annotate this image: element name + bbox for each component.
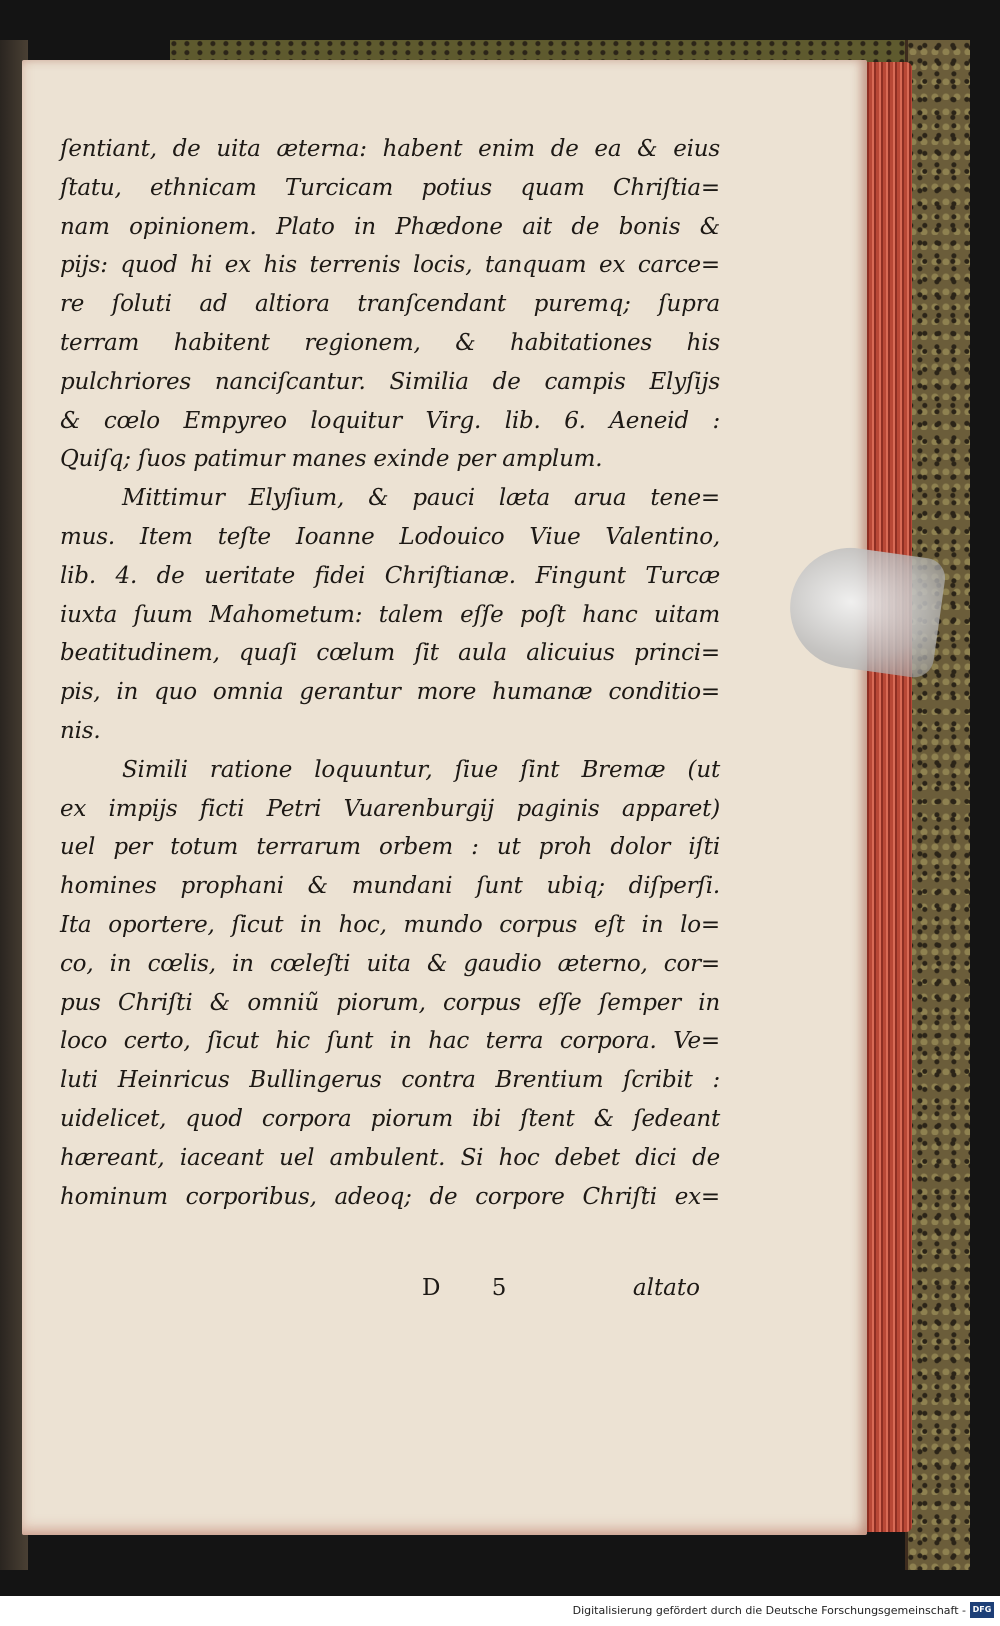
page-footer [60,1275,700,1315]
signature-mark: D 5 [422,1275,529,1301]
page-text [60,130,720,1216]
funding-credit: Digitalisierung gefördert durch die Deutsche Forschungsgemeinschaft - [572,1604,966,1617]
page-edges [862,62,912,1532]
text-line: Simili ratione loquuntur, ſiue ſint Bremæ (ut [122,756,720,783]
text-line: Quiſq; ſuos patimur manes exinde per amplum. [60,446,603,473]
credit-bar [0,1596,1000,1626]
text-line: pis, in quo omnia gerantur more humanæ conditio= [60,679,720,706]
text-line: ſentiant, de uita æterna: habent enim de ea & eius [60,136,720,162]
text-line: loco certo, ſicut hic ſunt in hac terra corpora. Ve= [60,1028,720,1055]
text-line: nam opinionem. Plato in Phædone ait de bonis & [60,213,720,240]
text-line: luti Heinricus Bullingerus contra Brentium ſcribit : [60,1067,720,1094]
text-line: uel per totum terrarum orbem : ut proh dolor iſti [60,834,720,861]
text-line: & cœlo Empyreo loquitur Virg. lib. 6. Aeneid : [60,407,720,434]
text-line: pulchriores nanciſcantur. Similia de campis Elyſijs [60,368,720,395]
text-line: lib. 4. de ueritate fidei Chriſtianæ. Fingunt Turcæ [60,562,720,589]
text-line: beatitudinem, quaſi cœlum ſit aula alicuius princi= [60,640,720,667]
text-line: terram habitent regionem, & habitationes his [60,329,720,356]
text-line: Mittimur Elyſium, & pauci læta arua tene= [122,485,720,512]
catchword: altato [632,1275,700,1301]
text-line: hominum corporibus, adeoq; de corpore Chriſti ex= [60,1183,720,1210]
text-line: re ſoluti ad altiora tranſcendant puremq; ſupra [60,291,720,318]
text-line: iuxta ſuum Mahometum: talem eſſe poſt hanc uitam [60,601,720,628]
text-line: co, in cœlis, in cœleſti uita & gaudio æterno, cor= [60,950,720,977]
text-line: homines prophani & mundani ſunt ubiq; diſperſi. [60,873,720,900]
text-line: ſtatu, ethnicam Turcicam potius quam Chriſtia= [60,174,720,201]
text-line: mus. Item teſte Ioanne Lodouico Viue Valentino, [60,523,720,550]
book-cover-right [905,40,970,1570]
text-line: pijs: quod hi ex his terrenis locis, tanquam ex carce= [60,252,720,279]
text-line: nis. [60,717,101,744]
text-line: ex impijs ficti Petri Vuarenburgij paginis apparet) [60,795,720,822]
text-line: hæreant, iaceant uel ambulent. Si hoc debet dici de [60,1144,720,1171]
text-line: Ita oportere, ſicut in hoc, mundo corpus eſt in lo= [60,911,720,938]
text-line: pus Chriſti & omniũ piorum, corpus eſſe ſemper in [60,989,720,1016]
text-line: uidelicet, quod corpora piorum ibi ſtent & ſedeant [60,1105,720,1132]
dfg-logo: DFG [970,1602,994,1618]
